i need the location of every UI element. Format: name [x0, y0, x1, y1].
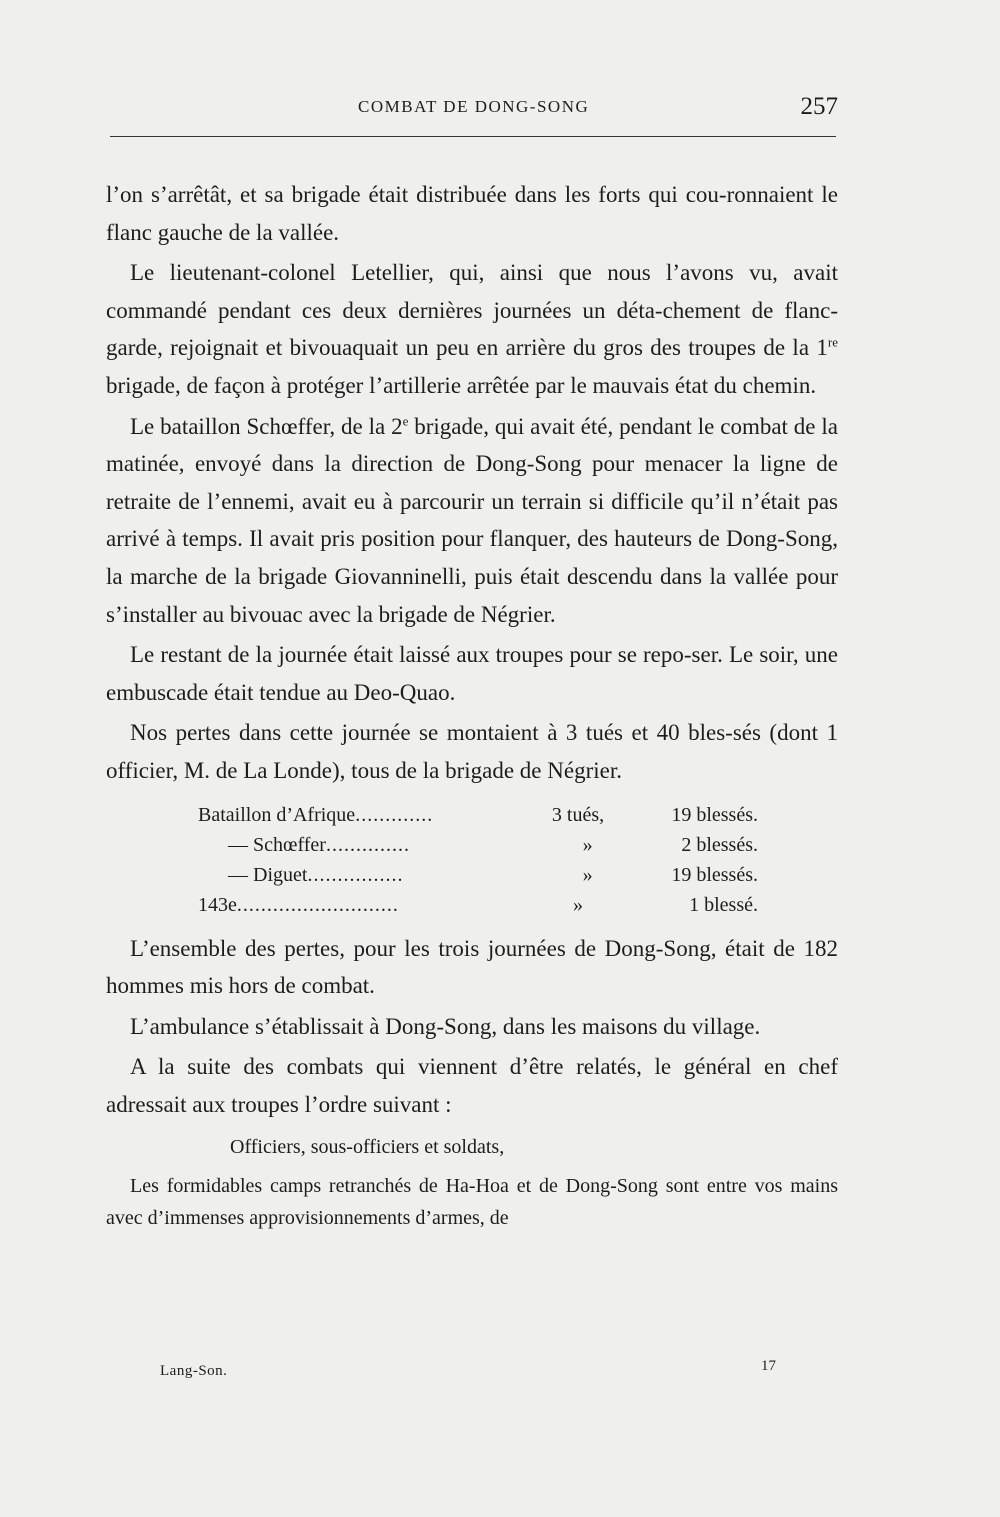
signature-mark: Lang-Son.: [160, 1363, 228, 1379]
paragraph: Le restant de la journée était laissé aux troupes pour se repo-ser. Le soir, une embuscade était tendue au Deo-Quao.: [106, 642, 838, 705]
order-text: Les formidables camps retranchés de Ha-Hoa et de Dong-Song sont entre vos mains avec d’immenses approvisionnements d’armes, de: [106, 1175, 838, 1230]
running-head: [108, 93, 838, 123]
losses-killed: »: [582, 833, 593, 856]
paragraph: Le lieutenant-colonel Letellier, qui, ainsi que nous l’avons vu, avait commandé pendant ces deux dernières journées un déta-chement de flanc-garde, rejoignait et bivouaquait un peu en arrière du gros des troupes de la 1re brigade, de façon à protéger l’artillerie arrêtée par le mauvais état du chemin.: [106, 260, 838, 398]
losses-unit: — Schœffer..............: [228, 833, 410, 856]
losses-table: [198, 800, 758, 920]
paragraph: L’ensemble des pertes, pour les trois journées de Dong-Song, était de 182 hommes mis hors de combat.: [106, 935, 838, 999]
header-rule: [110, 136, 836, 137]
losses-killed: »: [573, 893, 583, 916]
body-text: [106, 176, 838, 1237]
losses-wounded: 1 blessé.: [689, 893, 758, 916]
losses-row: [198, 860, 758, 890]
sheet-number: 17: [761, 1358, 776, 1374]
losses-unit: — Diguet................: [228, 863, 404, 886]
paragraph: l’on s’arrêtât, et sa brigade était distribuée dans les forts qui cou-ronnaient le flanc gauche de la vallée.: [106, 182, 838, 245]
paragraph: L’ambulance s’établissait à Dong-Song, dans les maisons du village.: [130, 1013, 761, 1039]
losses-wounded: 19 blessés.: [671, 863, 758, 886]
losses-unit: Bataillon d’Afrique.............: [198, 803, 434, 826]
order-salutation: Officiers, sous-officiers et soldats,: [230, 1136, 505, 1159]
paragraph: A la suite des combats qui viennent d’être relatés, le général en chef adressait aux troupes l’ordre suivant :: [106, 1054, 838, 1117]
losses-wounded: 19 blessés.: [671, 803, 758, 826]
losses-killed: 3 tués,: [551, 803, 605, 826]
losses-killed: »: [582, 863, 593, 886]
losses-row: [198, 890, 758, 920]
losses-row: [198, 830, 758, 860]
paragraph: Nos pertes dans cette journée se montaient à 3 tués et 40 bles-sés (dont 1 officier, M. de La Londe), tous de la brigade de Négrier.: [106, 720, 838, 783]
losses-wounded: 2 blessés.: [681, 833, 758, 856]
running-title: COMBAT DE DONG-SONG: [358, 97, 590, 116]
losses-row: [198, 800, 758, 830]
losses-unit: 143e...........................: [198, 893, 399, 916]
paragraph: Le bataillon Schœffer, de la 2e brigade, qui avait été, pendant le combat de la matinée, envoyé dans la direction de Dong-Song pour menacer la ligne de retraite de l’ennemi, avait eu à parcourir un terrain si difficile qu’il n’était pas arrivé à temps. Il avait pris position pour flanquer, des hauteurs de Dong-Song, la marche de la brigade Giovanninelli, puis était descendu dans la vallée pour s’installer au bivouac avec la brigade de Négrier.: [106, 412, 838, 627]
page-number: 257: [800, 93, 838, 120]
